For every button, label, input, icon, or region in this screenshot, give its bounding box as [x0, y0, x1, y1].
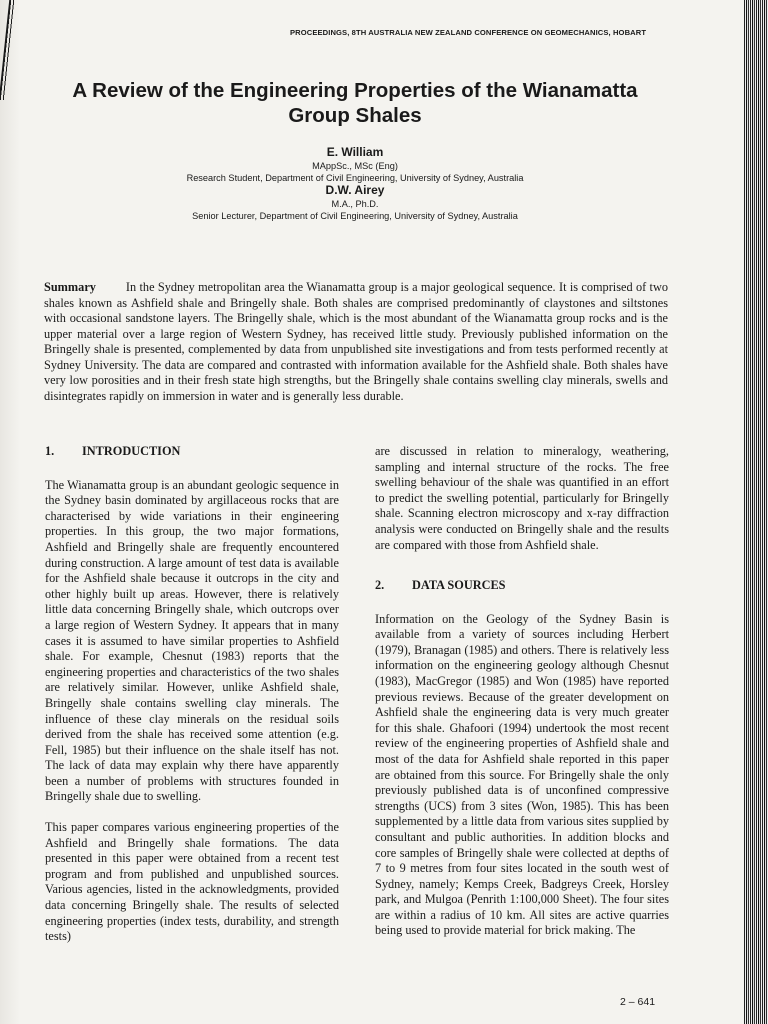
summary-text: In the Sydney metropolitan area the Wianamatta group is a major geological sequence. It is comprised of two shales known as Ashfield shale and Bringelly shale. Both shales are comprised predominantly of claystones and siltstones with occasional sandstone layers. The Bringelly shale, which is the most abundant of the Wianamatta group rocks and is the upper material over a large region of Western Sydney, has received little study. Previously published information on the Bringelly shale is presented, complemented by data from unpublished site investigations and from tests performed recently at Sydney University. The data are compared and contrasted with information available for the Ashfield shale. Both shales have very low porosities and in their fresh state high strengths, but the Bringelly shale contains swelling clay minerals, swells and disintegrates rapidly on immersion in water and is generally less durable. — [44, 280, 668, 403]
section-number: 2. — [375, 578, 385, 592]
section-title: INTRODUCTION — [82, 444, 181, 458]
summary-label: Summary — [44, 280, 96, 294]
column-right-top — [375, 444, 669, 553]
section-heading-data-sources — [375, 578, 669, 594]
author-affiliation: Senior Lecturer, Department of Civil Engineering, University of Sydney, Australia — [192, 211, 518, 221]
author-degrees: M.A., Ph.D. — [331, 199, 379, 209]
intro-paragraph-1: The Wianamatta group is an abundant geologic sequence in the Sydney basin dominated by argillaceous rocks that are characterised by wide variations in their engineering properties. In this group, the two major formations, Ashfield and Bringelly shale are frequently encountered during construction. A large amount of test data is available for the Ashfield shale because it outcrops in the city and other highly built up areas. However, there is relatively little data concerning Bringelly shale, which outcrops over a large region of Western Sydney. It appears that in many cases it is assumed to have similar properties to Ashfield shale. For example, Chesnut (1983) reports that the engineering properties and characteristics of the two shales are relatively similar. However, unlike Ashfield shale, Bringelly shale contains swelling clay minerals. The influence of these clay minerals on the residual soils derived from the shale has received some attention (e.g. Fell, 1985) but their influence on the shale itself has not. The lack of data may explain why there have apparently been a number of problems with structures founded in Bringelly shale due to swelling. — [45, 477, 339, 804]
author-2 — [50, 183, 660, 222]
page-number: 2 – 641 — [620, 996, 656, 1008]
section-title: DATA SOURCES — [412, 578, 506, 592]
scan-edge-left — [0, 0, 20, 1024]
author-degrees: MAppSc., MSc (Eng) — [312, 161, 398, 171]
running-header: PROCEEDINGS, 8TH AUSTRALIA NEW ZEALAND CONFERENCE ON GEOMECHANICS, HOBART — [290, 28, 647, 37]
column-right-bottom — [375, 578, 669, 939]
author-affiliation: Research Student, Department of Civil Engineering, University of Sydney, Australia — [186, 173, 524, 183]
scan-edge-right — [744, 0, 768, 1024]
author-name: D.W. Airey — [325, 183, 385, 197]
column-left — [45, 444, 339, 945]
section-number: 1. — [45, 444, 55, 458]
summary-paragraph — [44, 280, 668, 404]
paper-title: A Review of the Engineering Properties of the Wianamatta Group Shales — [72, 79, 638, 127]
data-sources-paragraph: Information on the Geology of the Sydney Basin is available from a variety of sources including Herbert (1979), Branagan (1985) and others. There is relatively less information on the engineering geology although Chesnut (1983), MacGregor (1985) and Won (1985) have reported previous reviews. Because of the greater development on Ashfield shale the engineering data is very much greater for this shale. Ghafoori (1994) undertook the most recent review of the engineering properties of Ashfield shale and most of the data for Ashfield shale reported in this paper are obtained from this source. For Bringelly shale the only previously published data is of unconfined compressive strengths (UCS) from 3 sites (Won, 1985). This has been supplemented by a little data from various sites supplied by consultant and public authorities. In addition blocks and core samples of Bringelly shale were collected at depths of 7 to 9 metres from four sites located in the south west of Sydney, namely; Kemps Creek, Badgreys Creek, Horsley park, and Mulgoa (Penrith 1:100,000 Sheet). The four sites are within a radius of 10 km. All sites are active quarries being used to provide material for brick making. The — [375, 611, 669, 938]
binding-shadow — [0, 0, 23, 100]
section-heading-introduction — [45, 444, 339, 460]
author-name: E. William — [326, 145, 384, 159]
author-1 — [50, 145, 660, 184]
intro-paragraph-2-continued: are discussed in relation to mineralogy, weathering, sampling and internal structure of the rocks. The free swelling behaviour of the shale was quantified in an effort to predict the swelling potential, particularly for Bringelly shale. Scanning electron microscopy and x-ray diffraction analysis were conducted on Bringelly shale and the results are compared with those from Ashfield shale. — [375, 444, 669, 552]
intro-paragraph-2: This paper compares various engineering properties of the Ashfield and Bringelly shale formations. The data presented in this paper were obtained from a recent test program and from published and unpublished sources. Various agencies, listed in the acknowledgments, provided data concerning Bringelly shale. The results of selected engineering properties (index tests, durability, and strength tests) — [45, 820, 339, 944]
